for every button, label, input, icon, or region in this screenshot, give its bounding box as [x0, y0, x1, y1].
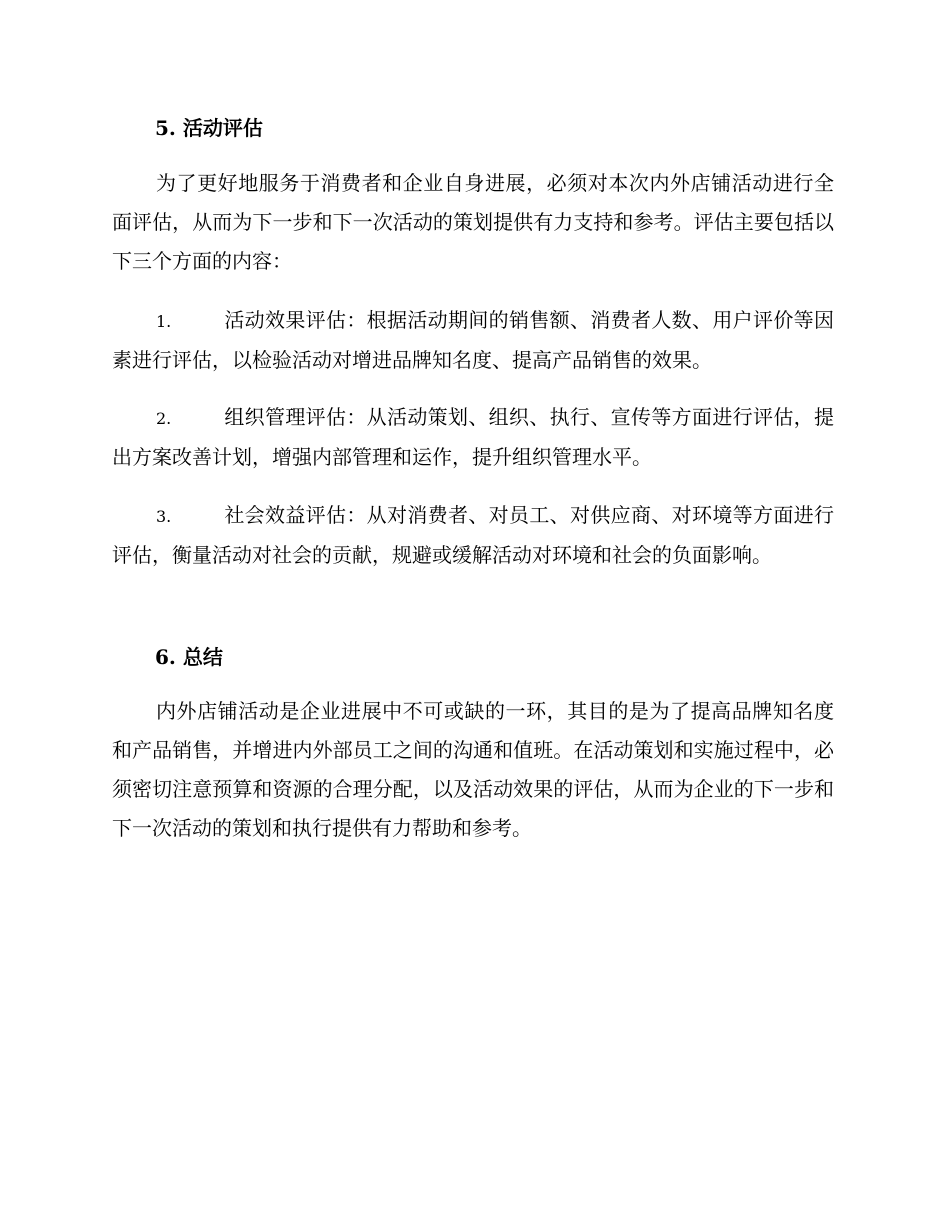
list-item-1 [112, 301, 834, 380]
list-number: 3. [156, 507, 172, 526]
evaluation-intro-paragraph: 为了更好地服务于消费者和企业自身进展，必须对本次内外店铺活动进行全面评估，从而为下一步和下一次活动的策划提供有力支持和参考。评估主要包括以下三个方面的内容： [112, 171, 834, 273]
list-number: 1. [156, 312, 172, 331]
list-item-text: 活动效果评估：根据活动期间的销售额、消费者人数、用户评价等因素进行评估，以检验活动对增进品牌知名度、提高产品销售的效果。 [112, 308, 834, 372]
section-heading-evaluation: 5. 活动评估 [155, 116, 263, 140]
list-item-2 [112, 398, 834, 477]
list-item-3 [112, 496, 834, 575]
list-item-text: 组织管理评估：从活动策划、组织、执行、宣传等方面进行评估，提出方案改善计划，增强内部管理和运作，提升组织管理水平。 [112, 405, 834, 469]
list-number: 2. [156, 409, 172, 428]
summary-paragraph: 内外店铺活动是企业进展中不可或缺的一环，其目的是为了提高品牌知名度和产品销售，并增进内外部员工之间的沟通和值班。在活动策划和实施过程中，必须密切注意预算和资源的合理分配，以及活动效果的评估，从而为企业的下一步和下一次活动的策划和执行提供有力帮助和参考。 [112, 699, 834, 840]
list-item-text: 社会效益评估：从对消费者、对员工、对供应商、对环境等方面进行评估，衡量活动对社会的贡献，规避或缓解活动对环境和社会的负面影响。 [112, 503, 834, 567]
section-heading-summary: 6. 总结 [155, 645, 223, 669]
